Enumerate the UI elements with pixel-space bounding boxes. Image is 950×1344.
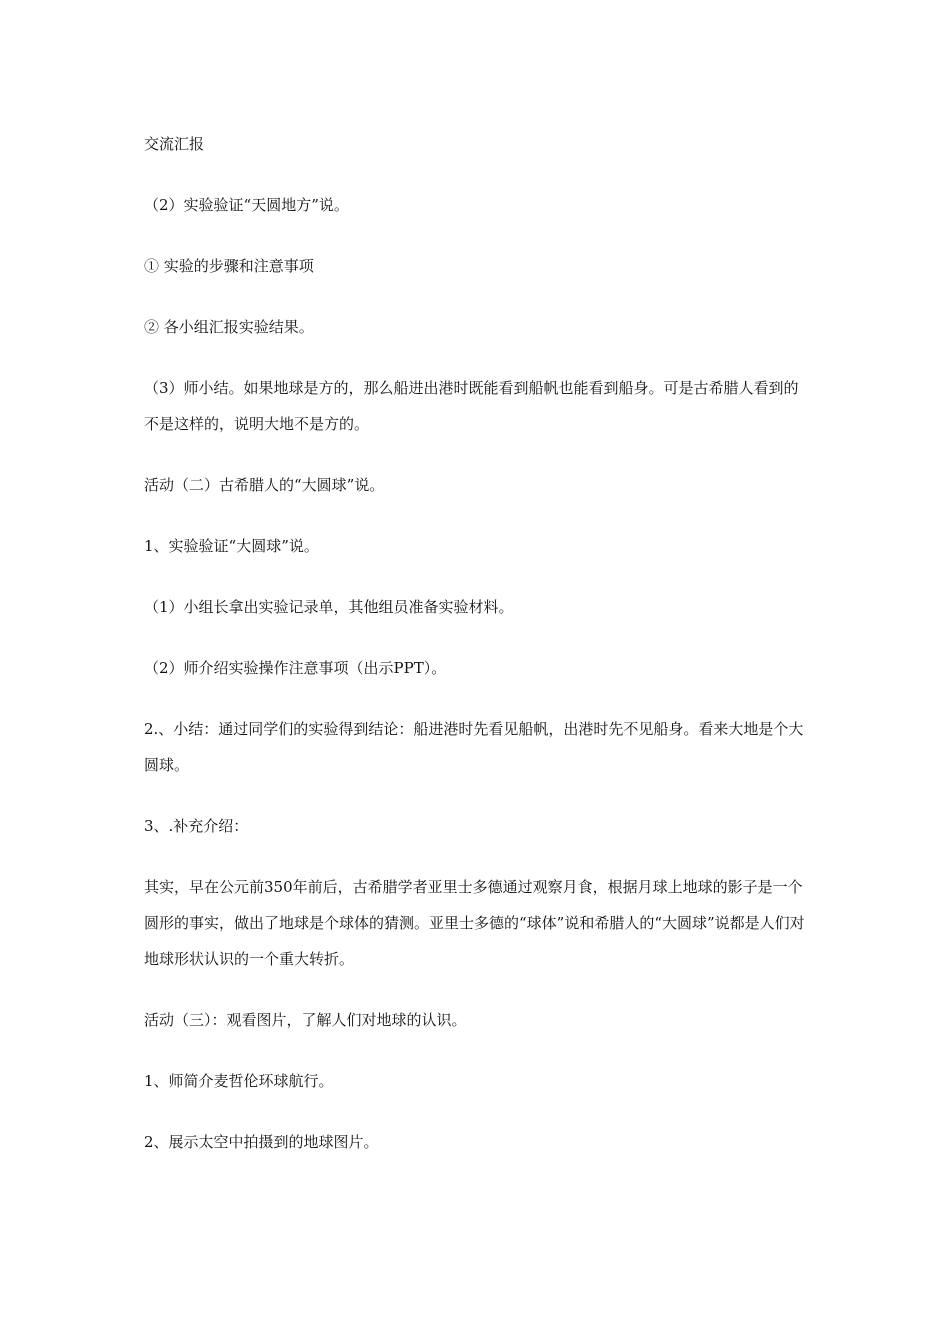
paragraph-experiment-big-ball: 1、实验验证“大圆球”说。 [144,537,319,555]
paragraph-group-leader: （1）小组长拿出实验记录单，其他组员准备实验材料。 [144,598,514,616]
paragraph-group-report: ② 各小组汇报实验结果。 [144,318,314,336]
paragraph-teacher-summary: （3）师小结。如果地球是方的，那么船进出港时既能看到船帆也能看到船身。可是古希腊人看到的不是这样的，说明大地不是方的。 [144,379,799,433]
paragraph-earth-photos: 2、展示太空中拍摄到的地球图片。 [144,1133,379,1151]
paragraph-activity-two-heading: 活动（二）古希腊人的“大圆球”说。 [144,476,385,494]
paragraph-supplement-heading: 3、.补充介绍： [144,817,249,835]
paragraph-activity-three-heading: 活动（三）：观看图片，了解人们对地球的认识。 [144,1011,467,1029]
paragraph-steps-and-notes: ① 实验的步骤和注意事项 [144,257,314,275]
paragraph-teacher-intro-ppt: （2）师介绍实验操作注意事项（出示PPT）。 [144,659,447,677]
paragraph-magellan: 1、师简介麦哲伦环球航行。 [144,1072,334,1090]
paragraph-aristotle: 其实，早在公元前350年前后，古希腊学者亚里士多德通过观察月食，根据月球上地球的影子是一个圆形的事实，做出了地球是个球体的猜测。亚里士多德的“球体”说和希腊人的“大圆球”说都是人们对地球形状认识的一个重大转折。 [144,878,805,968]
paragraph-summary-conclusion: 2.、小结：通过同学们的实验得到结论：船进港时先看见船帆，出港时先不见船身。看来大地是个大圆球。 [144,720,804,774]
paragraph-report-heading: 交流汇报 [144,135,205,153]
paragraph-experiment-square-earth: （2）实验验证“天圆地方”说。 [144,196,349,214]
